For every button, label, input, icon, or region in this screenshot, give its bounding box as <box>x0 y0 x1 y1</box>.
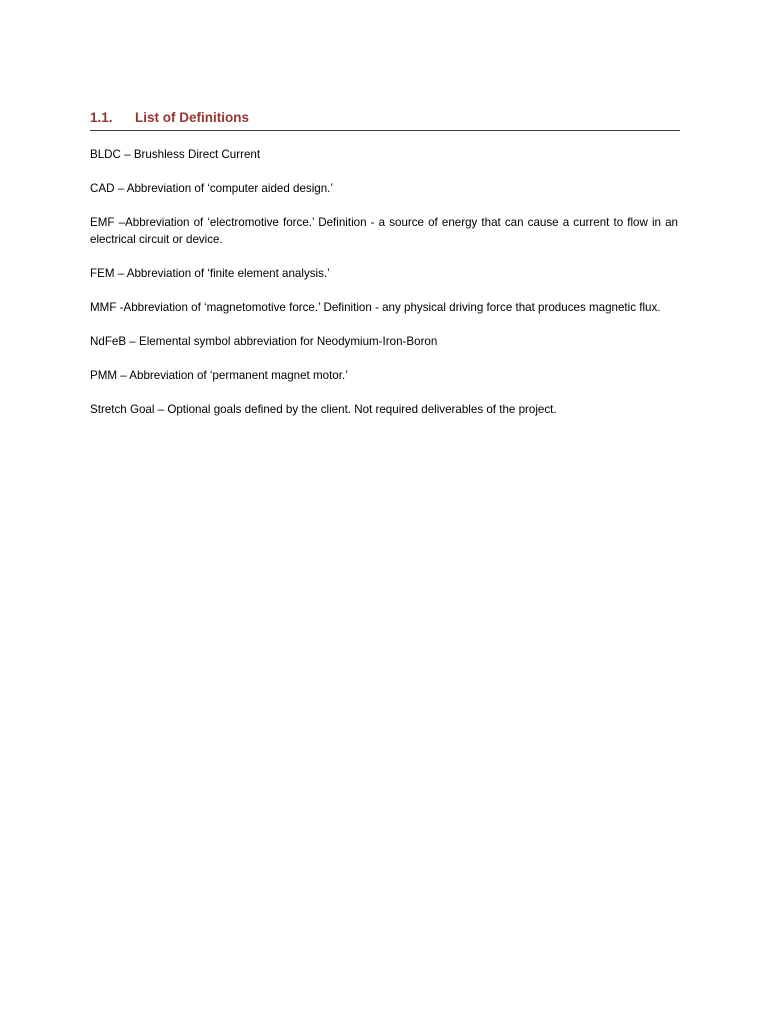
definition-fem: FEM – Abbreviation of ‘finite element analysis.’ <box>90 267 330 280</box>
definition-bldc: BLDC – Brushless Direct Current <box>90 148 261 161</box>
definition-pmm: PMM – Abbreviation of ‘permanent magnet motor.’ <box>90 369 348 382</box>
section-number: 1.1. <box>90 110 113 125</box>
definition-emf: EMF –Abbreviation of ‘electromotive force.’ Definition - a source of energy that can cause a current to flow in an electrical circuit or device. <box>90 216 678 246</box>
definition-cad: CAD – Abbreviation of ‘computer aided design.’ <box>90 182 333 195</box>
definition-mmf: MMF -Abbreviation of ‘magnetomotive force.’ Definition - any physical driving force that produces magnetic flux. <box>90 301 661 314</box>
section-title: List of Definitions <box>135 110 249 125</box>
definition-ndfeb: NdFeB – Elemental symbol abbreviation for Neodymium-Iron-Boron <box>90 335 438 348</box>
section-heading <box>90 108 680 131</box>
definition-stretch-goal: Stretch Goal – Optional goals defined by the client. Not required deliverables of the project. <box>90 403 557 416</box>
definitions-list <box>90 146 678 435</box>
